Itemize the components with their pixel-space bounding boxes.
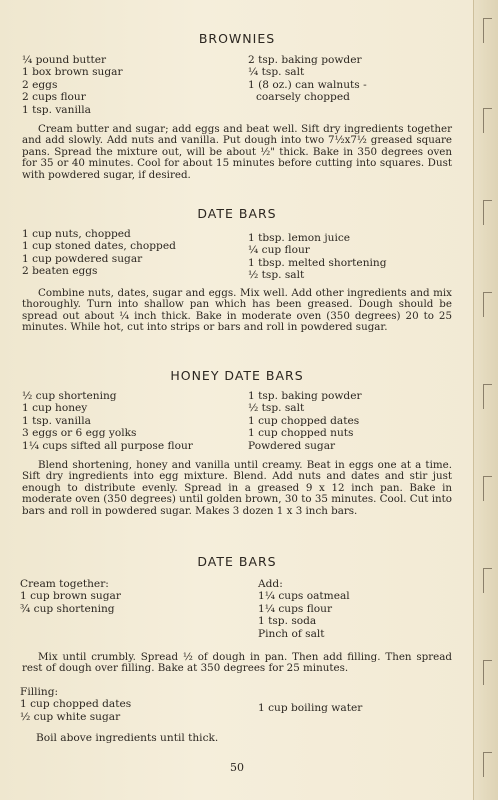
ingredient: ¾ cup shortening <box>20 602 115 615</box>
ingredient: 1¼ cups oatmeal <box>258 590 350 603</box>
ingredient: 1 tsp. vanilla <box>22 414 91 427</box>
ingredient: 2 cups flour <box>22 91 86 104</box>
ingredient: 1¼ cups sifted all purpose flour <box>22 439 193 452</box>
ingredient: 1 cup nuts, chopped <box>22 228 131 240</box>
ingredient: 1¼ cups flour <box>258 602 333 615</box>
index-tab <box>483 752 492 777</box>
index-tab <box>483 660 492 685</box>
page-number: 50 <box>230 761 244 774</box>
ingredient: ¼ cup flour <box>248 244 310 257</box>
ingredient: ½ tsp. salt <box>248 402 305 415</box>
ingredient: 1 cup boiling water <box>258 702 363 714</box>
ingredient: coarsely chopped <box>256 91 350 104</box>
index-tab <box>483 568 492 593</box>
ingredient: 1 cup honey <box>22 402 88 415</box>
ingredient: 1 box brown sugar <box>22 66 123 79</box>
ingredient: 2 eggs <box>22 78 58 91</box>
ingredient: 3 eggs or 6 egg yolks <box>22 427 137 440</box>
ingredient: ¼ pound butter <box>22 54 107 66</box>
index-tab <box>483 384 492 409</box>
ingredient: Cream together: <box>20 578 109 590</box>
ingredient: Pinch of salt <box>258 627 325 640</box>
ingredient: 1 cup stoned dates, chopped <box>22 240 176 253</box>
ingredient: 1 cup chopped dates <box>248 414 360 427</box>
method-date-bars-2: Mix until crumbly. Spread ½ of dough in pan. Then add filling. Then spread rest of dough over filling. Bake at 350 degrees for 25 minutes. <box>22 651 452 675</box>
ingredient: Add: <box>258 578 283 590</box>
ingredient: 1 tbsp. melted shortening <box>248 256 387 269</box>
index-tab <box>483 476 492 501</box>
ingredient: Powdered sugar <box>248 439 336 452</box>
ingredient: 2 tsp. baking powder <box>248 54 362 66</box>
index-tab <box>483 18 492 43</box>
recipe-title-brownies: BROWNIES <box>198 31 276 46</box>
ingredient: 1 (8 oz.) can walnuts - <box>248 78 367 91</box>
ingredient: 1 cup powdered sugar <box>22 252 143 265</box>
filling-note: Boil above ingredients until thick. <box>36 732 219 744</box>
ingredient: 1 tbsp. lemon juice <box>248 232 351 244</box>
method-date-bars: Combine nuts, dates, sugar and eggs. Mix well. Add other ingredients and mix thoroughly. Turn into shallow pan which has been greased. Dough should be spread out about ¼ inch thick. Bake in moderate oven (350 degrees) 20 to 25 minutes. While hot, cut into strips or bars and roll in powdered sugar. <box>22 287 452 334</box>
recipe-title-date-bars: DATE BARS <box>197 206 277 221</box>
ingredient: ½ cup white sugar <box>20 710 121 723</box>
ingredient: ½ cup shortening <box>22 390 117 402</box>
recipe-title-date-bars-2: DATE BARS <box>197 554 277 569</box>
index-tab <box>483 108 492 133</box>
filling-label: Filling: <box>20 686 59 698</box>
method-honey-date-bars: Blend shortening, honey and vanilla until creamy. Beat in eggs one at a time. Sift dry ingredients into egg mixture. Blend. Add nuts and dates and stir just enough to distribute evenly. Spread in a greased 9 x 12 inch pan. Bake in moderate oven (350 degrees) until golden brown, 30 to 35 minutes. Cool. Cut into bars and roll in powdered sugar. Makes 3 dozen 1 x 3 inch bars. <box>22 459 452 517</box>
ingredient: ½ tsp. salt <box>248 269 305 282</box>
ingredient: 1 cup brown sugar <box>20 590 121 603</box>
index-tab <box>483 292 492 317</box>
ingredient: ¼ tsp. salt <box>248 66 305 79</box>
recipe-title-honey-date-bars: HONEY DATE BARS <box>170 368 304 383</box>
index-tab <box>483 200 492 225</box>
index-tab-strip <box>473 0 498 800</box>
ingredient: 1 cup chopped nuts <box>248 427 354 440</box>
ingredient: 1 cup chopped dates <box>20 698 132 711</box>
ingredient: 1 tsp. baking powder <box>248 390 362 402</box>
ingredient: 1 tsp. soda <box>258 615 317 628</box>
ingredient: 1 tsp. vanilla <box>22 103 91 116</box>
ingredient: 2 beaten eggs <box>22 265 98 278</box>
method-brownies: Cream butter and sugar; add eggs and beat well. Sift dry ingredients together and add slowly. Add nuts and vanilla. Put dough into two 7½x7½ greased square pans. Spread the mixture out, will be about ½" thick. Bake in 350 degrees oven for 35 or 40 minutes. Cool for about 15 minutes before cutting into squares. Dust with powdered sugar, if desired. <box>22 123 452 181</box>
